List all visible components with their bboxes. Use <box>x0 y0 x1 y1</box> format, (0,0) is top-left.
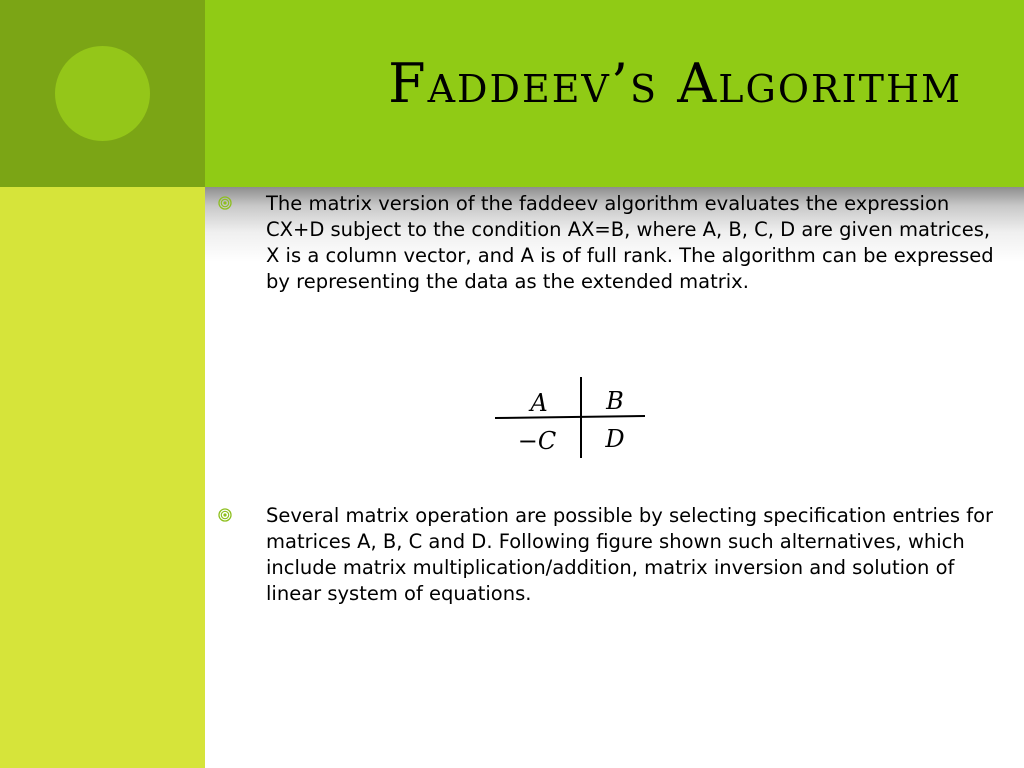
matrix-d: D <box>605 425 625 453</box>
corner-block <box>0 0 205 187</box>
matrix-neg-c: −C <box>517 427 557 455</box>
circle-bullet-icon <box>218 196 232 210</box>
slide-title: Faddeev’s Algorithm <box>388 52 962 115</box>
bullet-text: The matrix version of the faddeev algorithm evaluates the expression CX+D subject to the condition AX=B, where A, B, C, D are given matrices, X is a column vector, and A is of full rank. The algorithm can be expressed by representing the data as the extended matrix. <box>266 192 994 293</box>
circle-bullet-icon <box>218 508 232 522</box>
title-bar <box>205 0 1024 187</box>
extended-matrix-figure <box>493 375 648 460</box>
decorative-circle <box>55 46 150 141</box>
bullet-text: Several matrix operation are possible by selecting specification entries for matrices A, B, C and D. Following figure shown such alternatives, which include matrix multiplication/addition, matrix inversion and solution of linear system of equations. <box>266 504 994 605</box>
side-bar <box>0 187 205 768</box>
slide-content <box>205 187 1024 768</box>
bullet-item <box>218 191 1008 295</box>
matrix-a: A <box>530 389 548 417</box>
matrix-b: B <box>606 387 624 415</box>
bullet-item <box>218 503 1008 607</box>
